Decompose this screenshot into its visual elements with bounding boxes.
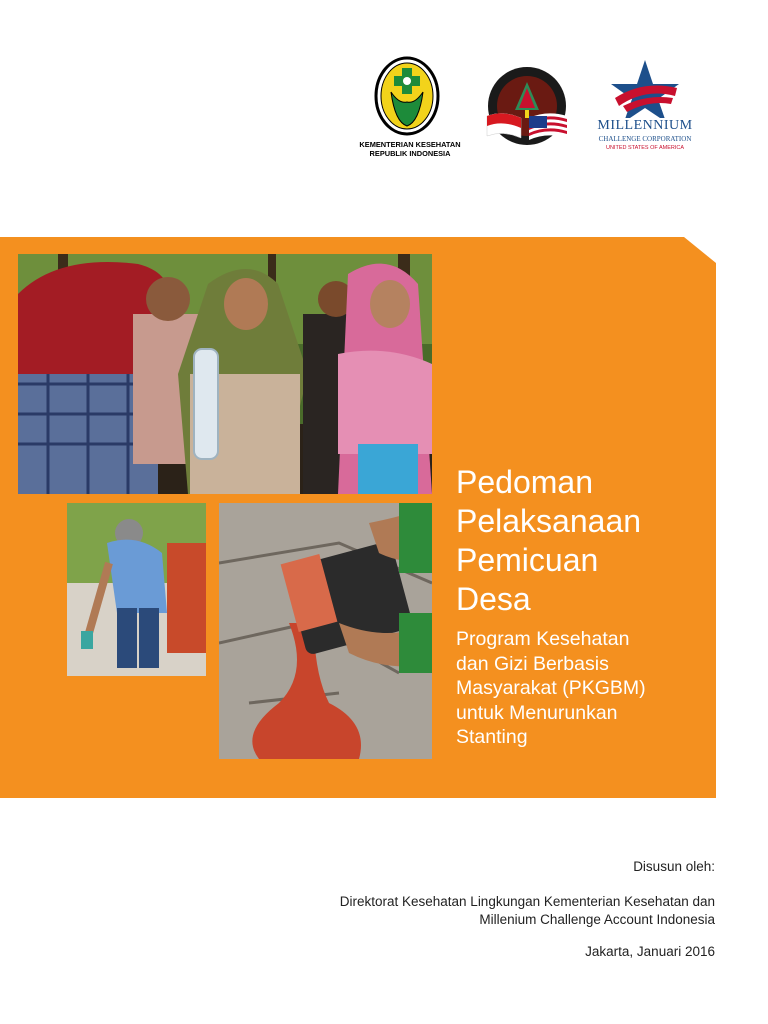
kemenkes-caption-line1: KEMENTERIAN KESEHATAN: [359, 140, 461, 149]
star-icon: [595, 58, 695, 118]
mcc-name-line3: UNITED STATES OF AMERICA: [605, 145, 685, 151]
mcc-name-line2: CHALLENGE CORPORATION: [598, 135, 692, 143]
title-line-2: Pelaksanaan: [456, 503, 642, 539]
photo-villagers-water-bottle: [18, 254, 432, 494]
title-line-3: Pemicuan: [456, 542, 599, 578]
title-line-4: Desa: [456, 581, 531, 617]
prepared-by-label: Disusun oleh:: [633, 859, 715, 874]
kemenkes-caption-line2: REPUBLIK INDONESIA: [369, 149, 451, 158]
mca-logo: [481, 66, 573, 150]
banner-corner: [684, 237, 716, 263]
subtitle-line-3: Masyarakat (PKGBM): [456, 677, 646, 699]
author-line-2: Millenium Challenge Account Indonesia: [479, 912, 715, 927]
place-date: Jakarta, Januari 2016: [585, 944, 715, 959]
photo-ash-pouring: [219, 503, 432, 759]
bakti-husada-icon: [355, 52, 465, 140]
subtitle-line-4: untuk Menurunkan: [456, 701, 618, 724]
cover-subtitle: [456, 627, 706, 750]
author-line-1: Direktorat Kesehatan Lingkungan Kementerian Kesehatan dan: [339, 894, 715, 909]
mcc-name-line1: MILLENNIUM: [597, 118, 693, 133]
subtitle-line-5: Stanting: [456, 726, 528, 748]
title-line-1: Pedoman: [456, 464, 593, 500]
mcc-logo: [595, 58, 695, 154]
mca-emblem-icon: [481, 66, 573, 150]
partner-logos: [355, 52, 705, 172]
kemenkes-logo: [355, 52, 465, 167]
subtitle-line-1: Program Kesehatan: [456, 628, 630, 650]
cover-title-block: [456, 463, 706, 750]
credits-block: [340, 858, 715, 961]
photo-man-bending: [67, 503, 206, 676]
subtitle-line-2: dan Gizi Berbasis: [456, 652, 609, 675]
